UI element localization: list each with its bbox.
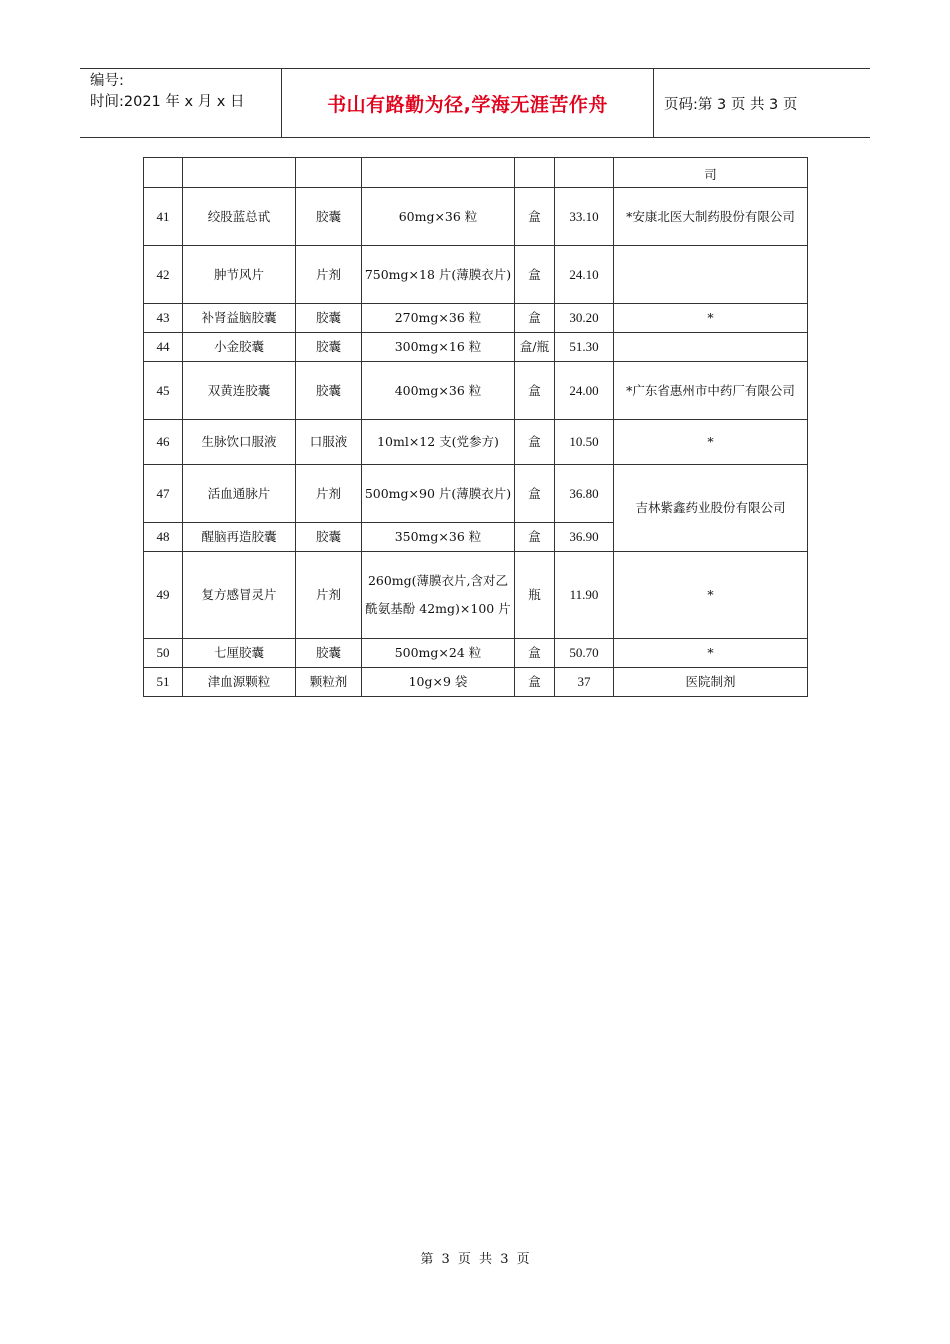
company: 医院制剂 xyxy=(614,668,808,697)
table-row xyxy=(144,668,808,697)
drug-name: 七厘胶囊 xyxy=(183,639,296,668)
page-header xyxy=(80,68,870,138)
unit: 盒 xyxy=(515,188,555,246)
unit: 盒 xyxy=(515,246,555,304)
unit: 盒 xyxy=(515,304,555,333)
table-row xyxy=(144,246,808,304)
header-page-label: 页码:第 3 页 共 3 页 xyxy=(664,96,798,113)
price: 36.90 xyxy=(555,523,614,552)
specification: 500mg×90 片(薄膜衣片) xyxy=(362,465,515,523)
table-cell xyxy=(555,158,614,188)
specification: 10g×9 袋 xyxy=(362,668,515,697)
table-row xyxy=(144,333,808,362)
price: 36.80 xyxy=(555,465,614,523)
unit: 盒 xyxy=(515,668,555,697)
unit: 瓶 xyxy=(515,552,555,639)
specification: 260mg(薄膜衣片,含对乙酰氨基酚 42mg)×100 片 xyxy=(362,552,515,639)
unit: 盒 xyxy=(515,362,555,420)
unit: 盒/瓶 xyxy=(515,333,555,362)
dosage-form: 胶囊 xyxy=(296,362,362,420)
row-number: 50 xyxy=(144,639,183,668)
dosage-form: 片剂 xyxy=(296,465,362,523)
table-cell xyxy=(515,158,555,188)
specification: 750mg×18 片(薄膜衣片) xyxy=(362,246,515,304)
table-cell xyxy=(362,158,515,188)
dosage-form: 胶囊 xyxy=(296,188,362,246)
table-row xyxy=(144,188,808,246)
page-footer: 第 3 页 共 3 页 xyxy=(420,1252,530,1267)
dosage-form: 胶囊 xyxy=(296,523,362,552)
drug-name: 醒脑再造胶囊 xyxy=(183,523,296,552)
drug-name: 复方感冒灵片 xyxy=(183,552,296,639)
company-cell: 司 xyxy=(614,158,808,188)
dosage-form: 胶囊 xyxy=(296,639,362,668)
table-cell xyxy=(183,158,296,188)
row-number: 42 xyxy=(144,246,183,304)
company: * xyxy=(614,552,808,639)
table-row xyxy=(144,465,808,523)
dosage-form: 片剂 xyxy=(296,246,362,304)
unit: 盒 xyxy=(515,420,555,465)
company: * xyxy=(614,420,808,465)
drug-name: 活血通脉片 xyxy=(183,465,296,523)
row-number: 46 xyxy=(144,420,183,465)
table-row xyxy=(144,420,808,465)
drug-price-table xyxy=(143,157,808,697)
table-row xyxy=(144,158,808,188)
specification: 400mg×36 粒 xyxy=(362,362,515,420)
row-number: 49 xyxy=(144,552,183,639)
drug-name: 绞股蓝总甙 xyxy=(183,188,296,246)
unit: 盒 xyxy=(515,465,555,523)
row-number: 47 xyxy=(144,465,183,523)
specification: 270mg×36 粒 xyxy=(362,304,515,333)
company xyxy=(614,246,808,304)
unit: 盒 xyxy=(515,639,555,668)
company: * xyxy=(614,639,808,668)
specification: 350mg×36 粒 xyxy=(362,523,515,552)
price: 51.30 xyxy=(555,333,614,362)
company: * xyxy=(614,304,808,333)
unit: 盒 xyxy=(515,523,555,552)
row-number: 48 xyxy=(144,523,183,552)
document-date-label: 时间:2021 年 x 月 x 日 xyxy=(90,94,245,110)
drug-name: 小金胶囊 xyxy=(183,333,296,362)
specification: 10ml×12 支(党参方) xyxy=(362,420,515,465)
drug-name: 生脉饮口服液 xyxy=(183,420,296,465)
dosage-form: 胶囊 xyxy=(296,304,362,333)
price: 37 xyxy=(555,668,614,697)
header-divider xyxy=(653,69,654,137)
table-row xyxy=(144,362,808,420)
company: *广东省惠州市中药厂有限公司 xyxy=(614,362,808,420)
row-number: 51 xyxy=(144,668,183,697)
table-row xyxy=(144,639,808,668)
specification: 300mg×16 粒 xyxy=(362,333,515,362)
row-number: 41 xyxy=(144,188,183,246)
dosage-form: 口服液 xyxy=(296,420,362,465)
table-row xyxy=(144,552,808,639)
row-number: 45 xyxy=(144,362,183,420)
drug-name: 双黄连胶囊 xyxy=(183,362,296,420)
company xyxy=(614,333,808,362)
dosage-form: 胶囊 xyxy=(296,333,362,362)
dosage-form: 颗粒剂 xyxy=(296,668,362,697)
document-number-label: 编号: xyxy=(90,73,124,89)
drug-name: 补肾益脑胶囊 xyxy=(183,304,296,333)
drug-name: 肿节风片 xyxy=(183,246,296,304)
header-motto: 书山有路勤为径,学海无涯苦作舟 xyxy=(327,93,608,116)
header-meta xyxy=(90,71,285,113)
drug-name: 津血源颗粒 xyxy=(183,668,296,697)
price: 50.70 xyxy=(555,639,614,668)
company: *安康北医大制药股份有限公司 xyxy=(614,188,808,246)
price: 24.00 xyxy=(555,362,614,420)
table-cell xyxy=(296,158,362,188)
dosage-form: 片剂 xyxy=(296,552,362,639)
price: 33.10 xyxy=(555,188,614,246)
table-cell xyxy=(144,158,183,188)
price: 10.50 xyxy=(555,420,614,465)
table-row xyxy=(144,304,808,333)
specification: 60mg×36 粒 xyxy=(362,188,515,246)
price: 24.10 xyxy=(555,246,614,304)
company: 吉林紫鑫药业股份有限公司 xyxy=(614,465,808,552)
specification: 500mg×24 粒 xyxy=(362,639,515,668)
row-number: 43 xyxy=(144,304,183,333)
row-number: 44 xyxy=(144,333,183,362)
price: 30.20 xyxy=(555,304,614,333)
price: 11.90 xyxy=(555,552,614,639)
